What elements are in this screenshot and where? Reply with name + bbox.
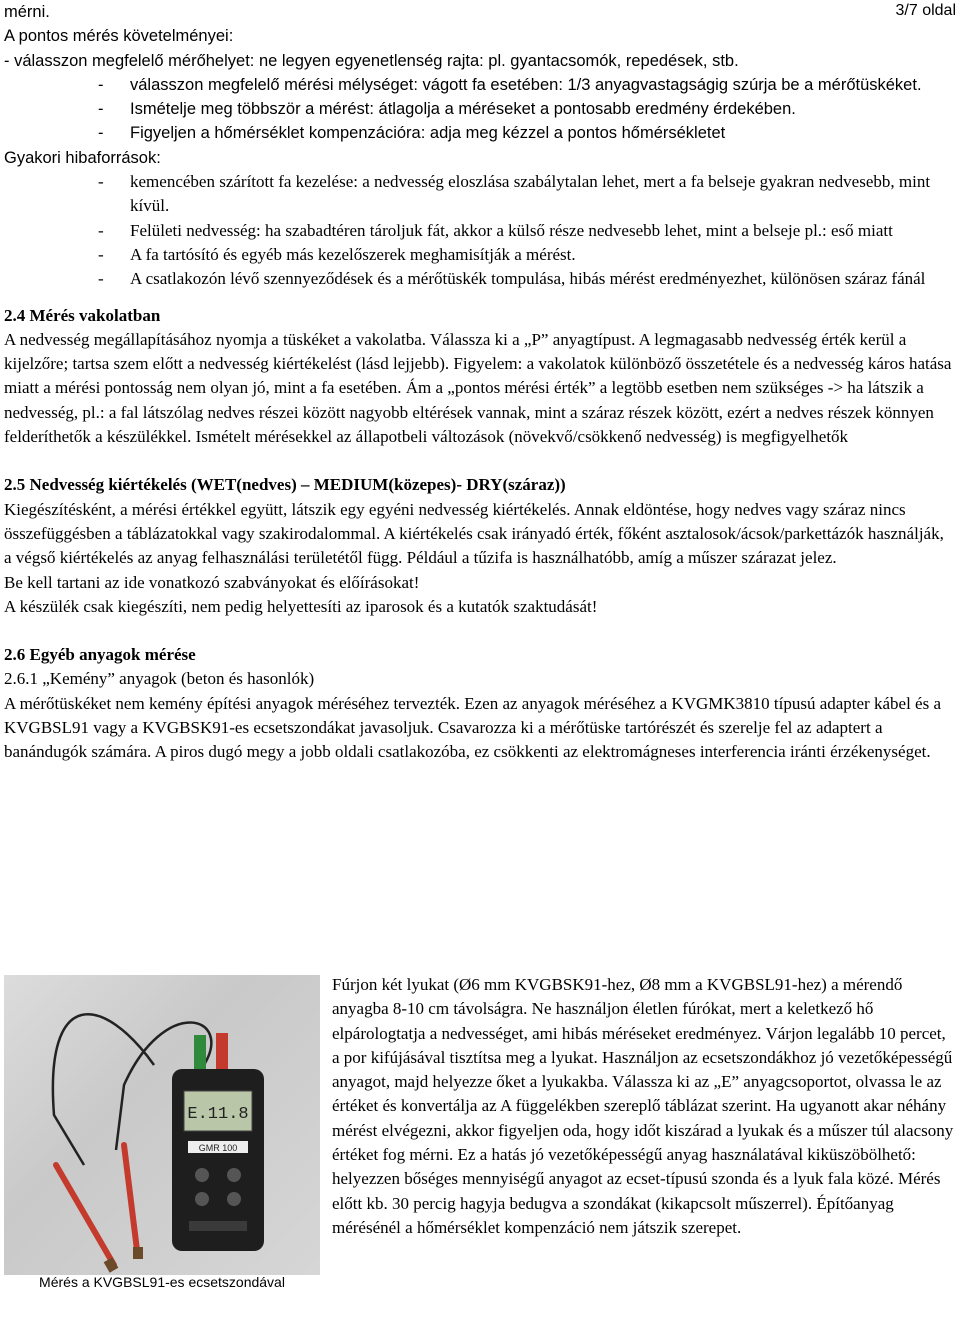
error-item: - A fa tartósító és egyéb más kezelőszerek meghamisítják a mérést. — [98, 244, 576, 264]
section-2-6-title: 2.6 Egyéb anyagok mérése — [4, 645, 196, 665]
section-2-5-title: 2.5 Nedvesség kiértékelés (WET(nedves) – MEDIUM(közepes)- DRY(száraz)) — [4, 475, 566, 495]
document-body — [4, 0, 954, 765]
display-value: E.11.8 — [187, 1105, 249, 1124]
photo-caption: Mérés a KVGBSL91-es ecsetszondával — [39, 1274, 285, 1290]
requirement-item: - válasszon megfelelő mérőhelyet: ne legyen egyenetlenség rajta: pl. gyantacsomók, repedések, stb. — [4, 51, 739, 70]
requirement-item: - Ismételje meg többször a mérést: átlagolja a méréseket a pontosabb eredmény érdekében. — [98, 100, 796, 119]
section-2-6-side-text: Fúrjon két lyukat (Ø6 mm KVGBSK91-hez, Ø8 mm a KVGBSL91-hez) a mérendő anyagba 8-10 cm távolságra. Ne használjon életlen fúrókat, mert a keletkező hő elpárologtatja a nedvességet, ami hibás méréseket eredményez. Várjon legalább 10 percet, a por kifújásával tisztítsa meg a lyukat. Használjon az ecsetszondákhoz jó vezetőképességű anyagot, majd helyezze őket a lyukakba. Válassza ki az „E” anyagcsoportot, olvassa le az értéket és konvertálja az A függelékben szereplő táblázat szerint. Ha ugyanott akar néhány mérést elvégezni, akkor figyeljen oda, hogy időt kiszárad a lyukak és a műszer túl alacsony értéket fog mérni. Ez a hatás jó vezetőképességű anyag használatával kiküszöbölhető: helyezzen bőséges mennyiségű anyagot az ecset-típusú szonda és a lyuk fala közé. Mérés előtt kb. 30 percig hagyja bedugva a szondákat (kikapcsolt műszerrel). Építőanyag mérésénél a hőmérséklet kompenzáció nem játszik szerepet. — [332, 975, 954, 1237]
section-2-4-title: 2.4 Mérés vakolatban — [4, 305, 161, 325]
figure-block — [4, 973, 954, 1341]
device-label: GMR 100 — [198, 1143, 238, 1153]
page-number: 3/7 oldal — [895, 2, 956, 19]
requirement-item: - Figyeljen a hőmérséklet kompenzációra: adja meg kézzel a pontos hőmérsékletet — [98, 124, 726, 143]
section-2-6-text: A mérőtüskéket nem kemény építési anyagok méréséhez tervezték. Ezen az anyagok méréséhez a KVGMK3810 típusú adapter kábel és a KVGBSL91 vagy a KVGBSK91-es ecsetszondákat javasoljuk. Csavarozza ki a mérőtüske tartórészét és szerelje fel az adaptert a banándugók számára. A piros dugó megy a jobb oldali csatlakozóba, ez csökkenti az elektromágneses interferencia iránti érzékenységet. — [4, 693, 941, 762]
error-item: - kemencében szárított fa kezelése: a nedvesség eloszlása szabálytalan lehet, mert a fa belseje gyakran nedvesebb, mint kívül. — [98, 172, 931, 216]
section-2-6-subtitle: 2.6.1 „Kemény” anyagok (beton és hasonlók) — [4, 669, 315, 689]
intro-line: mérni. — [4, 3, 50, 21]
meter-photo — [4, 975, 320, 1275]
section-2-5-note: A készülék csak kiegészíti, nem pedig helyettesíti az iparosok és a kutatók szaktudását! — [4, 596, 598, 616]
errors-heading: Gyakori hibaforrások: — [4, 148, 161, 167]
section-2-5-text: Kiegészítésként, a mérési értékkel együtt, látszik egy egyéni nedvesség kiértékelés. Annak eldöntése, hogy nedves vagy száraz nincs összefüggésben a táblázatokkal vagy szakirodalommal. A kiértékelés csak irányadó érték, főként asztalosok/ácsok/parkettázók használják, a végső kiértékelés az anyag felhasználási területétől függ. Például a tűzifa is használhatóbb, amíg a műszer szárazat jelez. — [4, 499, 944, 568]
section-2-4-text: A nedvesség megállapításához nyomja a tüskéket a vakolatba. Válassza ki a „P” anyagtípust. A legmagasabb nedvesség érték kerül a kijelzőre; tartsa szem előtt a nedvesség kiértékelést (lásd lejjebb). Figyelem: a vakolatok különböző összetétele és a nedvesség káros hatása miatt a mérési pontosság nem olyan jó, mint a fa esetében. Ám a „pontos mérési érték” a legtöbb esetben nem szükséges -> ha látszik a nedvesség, pl.: a fal látszólag nedves részei között nagyobb eltérések vannak, mint a száraz részek között, ezért a nedves részek könnyen felderíthetők a készülékkel. Ismételt mérésekkel az állapotbeli változások (növekvő/csökkenő nedvesség) is megfigyelhetők — [4, 329, 952, 447]
requirements-heading: A pontos mérés követelményei: — [4, 27, 234, 46]
meter-illustration — [4, 975, 320, 1275]
requirement-item: - válasszon megfelelő mérési mélységet: vágott fa esetében: 1/3 anyagvastagságig szúrja be a mérőtüskéket. — [98, 75, 922, 94]
error-item: - Felületi nedvesség: ha szabadtéren tároljuk fát, akkor a külső része nedvesebb lehet, mint a belseje pl.: eső miatt — [98, 220, 893, 240]
section-2-5-notice: Be kell tartani az ide vonatkozó szabványokat és előírásokat! — [4, 572, 420, 592]
error-item: - A csatlakozón lévő szennyeződések és a mérőtüskék tompulása, hibás mérést eredményezhet, különösen száraz fánál — [98, 269, 926, 289]
